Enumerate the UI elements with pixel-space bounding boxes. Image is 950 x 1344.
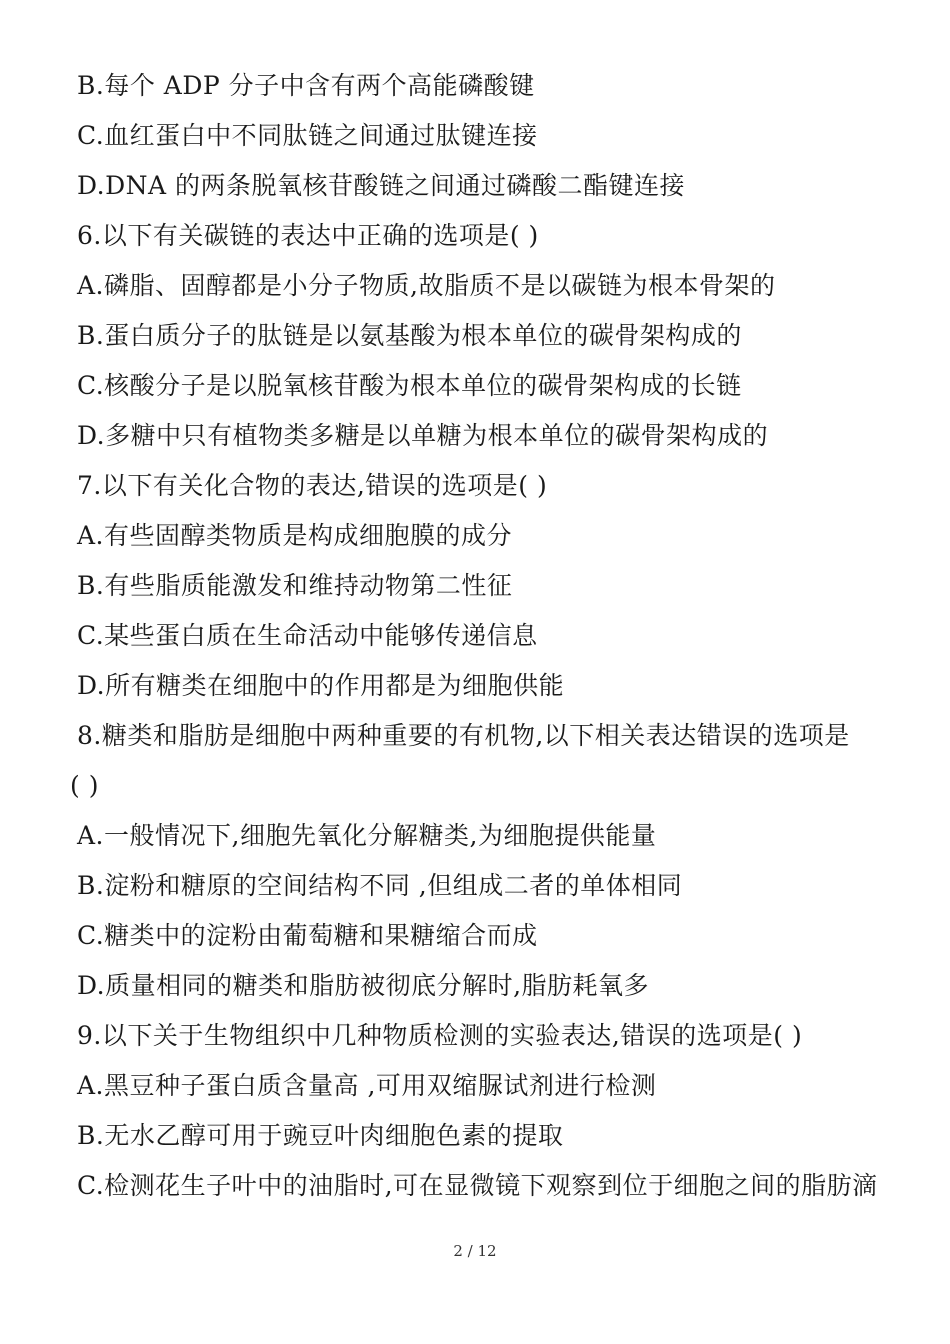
question-8-bracket: ( ) <box>70 771 99 800</box>
option-8c: C.糖类中的淀粉由葡萄糖和果糖缩合而成 <box>77 921 538 950</box>
question-9: 9.以下关于生物组织中几种物质检测的实验表达,错误的选项是( ) <box>77 1021 803 1050</box>
page-number: 2 / 12 <box>453 1242 497 1260</box>
option-9c: C.检测花生子叶中的油脂时,可在显微镜下观察到位于细胞之间的脂肪滴 <box>77 1171 878 1200</box>
option-9b: B.无水乙醇可用于豌豆叶肉细胞色素的提取 <box>77 1121 564 1150</box>
option-9a: A.黑豆种子蛋白质含量高 ,可用双缩脲试剂进行检测 <box>77 1071 657 1100</box>
option-6c: C.核酸分子是以脱氧核苷酸为根本单位的碳骨架构成的长链 <box>77 371 742 400</box>
option-6a: A.磷脂、固醇都是小分子物质,故脂质不是以碳链为根本骨架的 <box>77 271 776 300</box>
option-5c: C.血红蛋白中不同肽链之间通过肽键连接 <box>77 121 538 150</box>
question-8: 8.糖类和脂肪是细胞中两种重要的有机物,以下相关表达错误的选项是 <box>77 721 850 750</box>
option-6d: D.多糖中只有植物类多糖是以单糖为根本单位的碳骨架构成的 <box>77 421 769 450</box>
option-8d: D.质量相同的糖类和脂肪被彻底分解时,脂肪耗氧多 <box>77 971 650 1000</box>
option-7d: D.所有糖类在细胞中的作用都是为细胞供能 <box>77 671 565 700</box>
option-7a: A.有些固醇类物质是构成细胞膜的成分 <box>77 521 513 550</box>
option-6b: B.蛋白质分子的肽链是以氨基酸为根本单位的碳骨架构成的 <box>77 321 742 350</box>
option-7b: B.有些脂质能激发和维持动物第二性征 <box>77 571 513 600</box>
option-5d: D.DNA 的两条脱氧核苷酸链之间通过磷酸二酯键连接 <box>77 171 686 200</box>
option-5b: B.每个 ADP 分子中含有两个高能磷酸键 <box>77 71 535 100</box>
question-7: 7.以下有关化合物的表达,错误的选项是( ) <box>77 471 548 500</box>
option-7c: C.某些蛋白质在生命活动中能够传递信息 <box>77 621 538 650</box>
option-8b: B.淀粉和糖原的空间结构不同 ,但组成二者的单体相同 <box>77 871 683 900</box>
question-6: 6.以下有关碳链的表达中正确的选项是( ) <box>77 221 539 250</box>
option-8a: A.一般情况下,细胞先氧化分解糖类,为细胞提供能量 <box>77 821 657 850</box>
